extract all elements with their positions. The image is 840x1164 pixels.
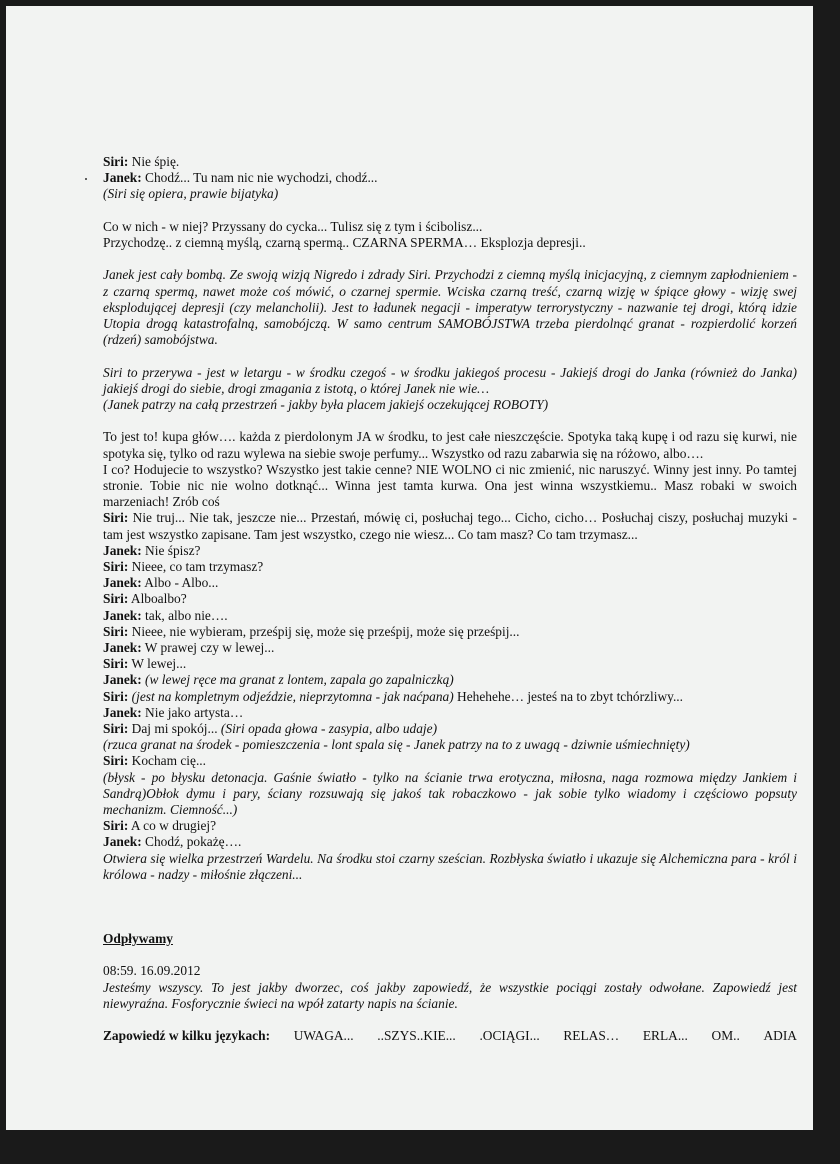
dialogue-line xyxy=(103,689,797,705)
dialogue-line xyxy=(103,575,797,591)
dialogue-line xyxy=(103,154,797,170)
stage-direction: Siri to przerywa - jest w letargu - w środku czegoś - w środku jakiegoś procesu - Jakiejś drogi do Janka (również do Janka) jakiejś drogi do siebie, drogi zmagania z istotą, o której Janek nie wie… xyxy=(103,364,797,396)
line-text: A co w drugiej? xyxy=(128,818,217,834)
dialogue-line xyxy=(103,705,797,721)
dialogue-line xyxy=(103,753,797,769)
dialogue-line xyxy=(103,591,797,607)
dialogue-line xyxy=(103,543,797,559)
speaker: Siri: xyxy=(103,591,129,607)
announcement-word: OM.. xyxy=(711,1028,740,1044)
line-text: Hehehehe… jesteś na to zbyt tchórzliwy... xyxy=(453,688,684,704)
line-text: Kocham cię... xyxy=(128,753,207,769)
stage-direction: (Siri się opiera, prawie bijatyka) xyxy=(103,186,279,202)
announcement-word: ADIA xyxy=(763,1028,797,1044)
stage-direction: (błysk - po błysku detonacja. Gaśnie światło - tylko na ścianie trwa erotyczna, miłosna, naga rozmowa między Jankiem i Sandrą)Obłok dymu i pary, ściany rozsuwają się jakoś tak robaczkowo - jak sobie tylko wiadomy i częściowo popsuty mechanizm. Ciemność...) xyxy=(103,769,797,818)
dialogue-line xyxy=(103,170,797,186)
speaker: Janek: xyxy=(103,704,142,720)
announcement-word: ERLA... xyxy=(642,1028,688,1044)
speaker: Janek: xyxy=(103,575,142,591)
speaker: Siri: xyxy=(103,818,129,834)
paragraph: Co w nich - w niej? Przyssany do cycka... Tulisz się z tym i ścibolisz... xyxy=(103,218,483,234)
speaker: Siri: xyxy=(103,721,129,737)
dialogue-line xyxy=(103,834,797,850)
speaker: Siri: xyxy=(103,559,129,575)
speaker: Janek: xyxy=(103,672,142,688)
line-text: W prawej czy w lewej... xyxy=(141,640,275,656)
speaker: Janek: xyxy=(103,170,142,186)
stage-direction: (Janek patrzy na całą przestrzeń - jakby była placem jakiejś oczekującej ROBOTY) xyxy=(103,397,549,412)
speaker: Siri: xyxy=(103,154,129,169)
announcement-word: RELAS… xyxy=(563,1028,620,1044)
dialogue-line xyxy=(103,640,797,656)
paragraph: To jest to! kupa głów…. każda z pierdolonym JA w środku, to jest całe nieszczęście. Spotyka taką kupę i od razu się kurwi, nie spotyka się, tylko od razu wylewa na siebie swoje perfumy... Wszystko od razu zabarwia się na różowo, albo…. xyxy=(103,429,797,461)
scan-speck xyxy=(85,178,87,180)
line-text: Nie jako artysta… xyxy=(141,704,244,720)
dialogue-line xyxy=(103,559,797,575)
timestamp: 08:59. 16.09.2012 xyxy=(103,963,201,979)
dialogue-line xyxy=(103,656,797,672)
stage-direction: Jesteśmy wszyscy. To jest jakby dworzec, coś jakby zapowiedź, że wszystkie pociągi zostały odwołane. Zapowiedź jest niewyraźna. Fosforycznie świeci na wpół zatarty napis na ścianie. xyxy=(103,979,797,1011)
stage-direction: (rzuca granat na środek - pomieszczenia - lont spala się - Janek patrzy na to z uwagą - dziwnie uśmiechnięty) xyxy=(103,737,690,753)
line-text: Albo - Albo... xyxy=(141,575,219,591)
paragraph: Przychodzę.. z ciemną myślą, czarną spermą.. CZARNA SPERMA… Eksplozja depresji.. xyxy=(103,235,586,250)
paragraph: I co? Hodujecie to wszystko? Wszystko jest takie cenne? NIE WOLNO ci nic zmienić, nic naruszyć. Winny jest inny. Po tamtej stronie. Tobie nic nie wolno dotknąć... Winna jest tamta kurwa. Ona jest winna wszystkiemu.. Masz robaki w swoich marzeniach! Zrób coś xyxy=(103,461,797,510)
speaker: Janek: xyxy=(103,640,142,656)
speaker: Siri: xyxy=(103,510,129,526)
line-text: Nieee, co tam trzymasz? xyxy=(128,559,264,575)
dialogue-line xyxy=(103,608,797,624)
stage-direction: Otwiera się wielka przestrzeń Wardelu. Na środku stoi czarny sześcian. Rozbłyska światło i ukazuje się Alchemiczna para - król i królowa - nadzy - miłośnie złączeni... xyxy=(103,850,797,882)
line-text: Nie śpisz? xyxy=(141,542,201,558)
line-text: Chodź... Tu nam nic nie wychodzi, chodź... xyxy=(141,170,378,186)
speaker: Siri: xyxy=(103,753,129,769)
announcement-word: ..SZYS..KIE... xyxy=(377,1028,456,1044)
dialogue-line xyxy=(103,624,797,640)
document-page xyxy=(6,6,813,1130)
speaker: Siri: xyxy=(103,656,129,672)
dialogue-line xyxy=(103,672,797,688)
stage-direction: Janek jest cały bombą. Ze swoją wizją Nigredo i zdrady Siri. Przychodzi z ciemną myślą inicjacyjną, z ciemnym zapłodnieniem - z czarną spermą, nawet może coś mówić, o czarnej spermie. Wciska czarną treść, czarną wizję w śpiące głowy - wizję swej eksplodującej depresji (czy melancholii). Jest to ładunek negacji - imperatyw terrorystyczny - nazwanie tej drogi, którą idzie Utopia drogą katastrofalną, samobójczą. W samo centrum SAMOBÓJSTWA trzeba pierdolnąć granat - rozpierdolić korzeń (rdzeń) samobójstwa. xyxy=(103,267,797,348)
line-text: Daj mi spokój... xyxy=(128,721,218,737)
dialogue-line xyxy=(103,818,797,834)
speaker: Janek: xyxy=(103,834,142,850)
line-text: Alboalbo? xyxy=(128,591,187,607)
line-text: (w lewej ręce ma granat z lontem, zapala go zapalniczką) xyxy=(141,672,454,688)
announcement-label: Zapowiedź w kilku językach: xyxy=(103,1028,271,1044)
announcement-line xyxy=(103,1028,797,1044)
speaker: Siri: xyxy=(103,623,129,639)
line-text: Chodź, pokażę…. xyxy=(141,834,242,850)
line-text: Nie śpię. xyxy=(128,154,180,169)
section-heading: Odpływamy xyxy=(103,931,173,947)
speaker: Siri: xyxy=(103,688,129,704)
announcement-word: .OCIĄGI... xyxy=(479,1028,540,1044)
line-direction: (jest na kompletnym odjeździe, nieprzytomna - jak naćpana) xyxy=(128,688,454,704)
speaker: Janek: xyxy=(103,607,142,623)
line-text: Nie truj... Nie tak, jeszcze nie... Przestań, mówię ci, posłuchaj tego... Cicho, cicho… Posłuchaj ciszy, posłuchaj muzyki - tam jest wszystko zapisane. Tam jest wszystko, czego nie wiesz... Co tam masz? Co tam trzymasz... xyxy=(103,510,797,542)
dialogue-line xyxy=(103,721,797,737)
line-text: W lewej... xyxy=(128,656,187,672)
dialogue-line xyxy=(103,510,797,542)
speaker: Janek: xyxy=(103,542,142,558)
line-text: Nieee, nie wybieram, prześpij się, może się prześpij, może się prześpij... xyxy=(128,623,520,639)
line-direction: (Siri opada głowa - zasypia, albo udaje) xyxy=(217,721,438,737)
line-text: tak, albo nie…. xyxy=(141,607,228,623)
announcement-word: UWAGA... xyxy=(293,1028,354,1044)
